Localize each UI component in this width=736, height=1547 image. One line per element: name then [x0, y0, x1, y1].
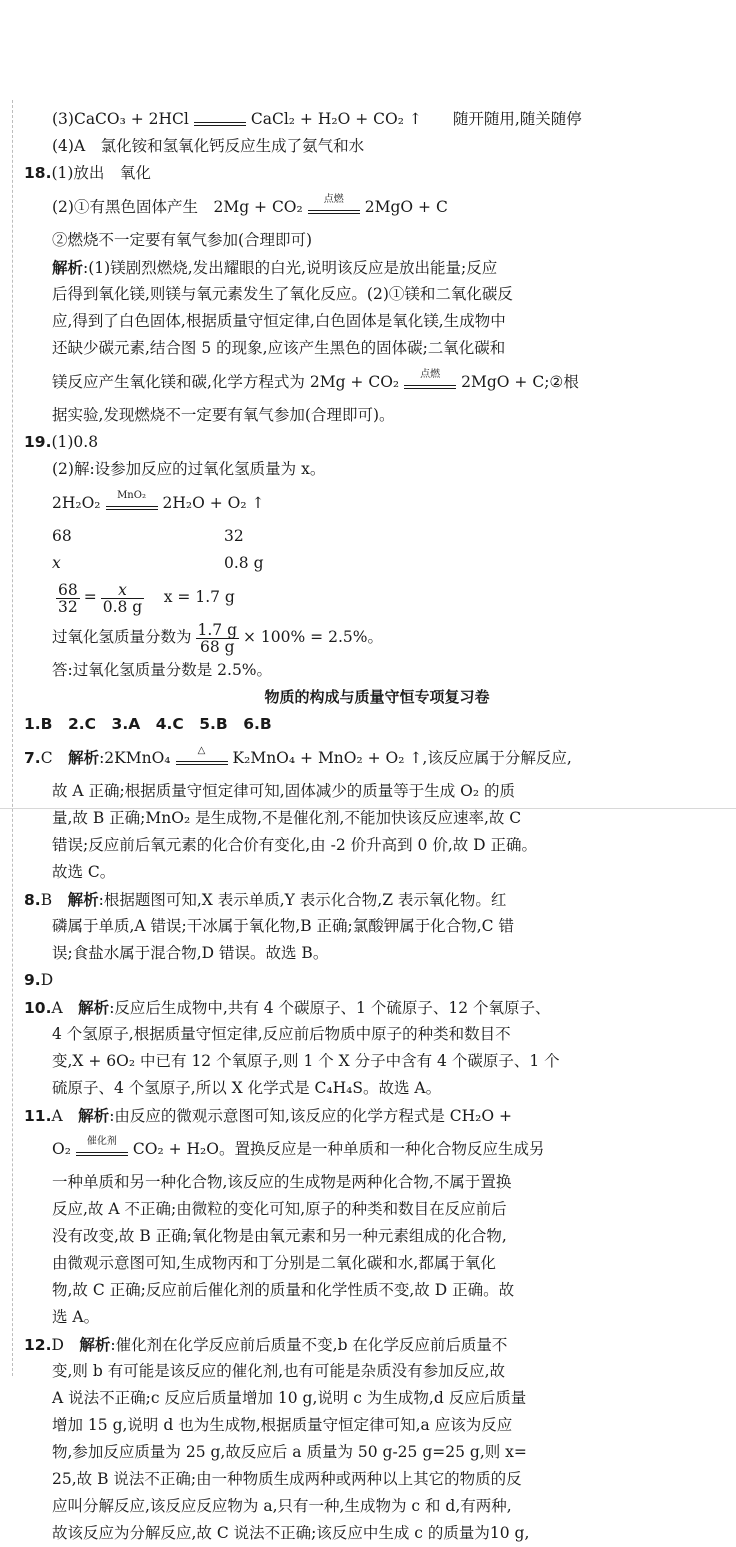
q7-line: 错误;反应前后氧元素的化合价有变化,由 -2 价升高到 0 价,故 D 正确。: [52, 836, 538, 854]
q11-line: 没有改变,故 B 正确;氧化物是由氧元素和另一种元素组成的化合物,: [52, 1227, 507, 1245]
q12-line: 增加 15 g,说明 d 也为生成物,根据质量守恒定律可知,a 应该为反应: [52, 1416, 513, 1434]
q10-line: 变,X + 6O₂ 中已有 12 个氧原子,则 1 个 X 分子中含有 4 个碳原子、1 个: [52, 1052, 560, 1070]
reaction-condition-heat: △: [174, 749, 230, 769]
answer-content: [24, 106, 730, 1547]
q17-part4: (4)A 氯化铵和氢氧化钙反应生成了氨气和水: [52, 137, 365, 155]
q18-part2-2: ②燃烧不一定要有氧气参加(合理即可): [52, 231, 313, 249]
fraction: $\frac{x}{0.8 g}$: [102, 580, 143, 616]
q11-line: 选 A。: [52, 1308, 100, 1326]
q19-part2: (2)解:设参加反应的过氧化氢质量为 x。: [52, 460, 326, 478]
reaction-condition-ignite: 点燃: [306, 198, 362, 218]
q12-line: 故该反应为分解反应,故 C 说法不正确;该反应中生成 c 的质量为10 g,: [52, 1524, 530, 1542]
reaction-equals: [192, 110, 248, 130]
q18-analysis-line: 还缺少碳元素,结合图 5 的现象,应该产生黑色的固体碳;二氧化碳和: [52, 339, 506, 357]
q12-line: A 说法不正确;c 反应后质量增加 10 g,说明 c 为生成物,d 反应后质量: [52, 1389, 527, 1407]
q18-part1: 18.(1)放出 氧化: [24, 164, 151, 182]
section-title: 物质的构成与质量守恒专项复习卷: [264, 688, 490, 706]
q12-line: 物,参加反应质量为 25 g,故反应后 a 质量为 50 g-25 g=25 g,则 x=: [52, 1443, 527, 1461]
q7-line: 7.C 解析:2KMnO₄ △ K₂MnO₄ + MnO₂ + O₂ ↑,该反应属于分解反应,: [24, 745, 572, 767]
fraction: $\frac{1.7 g}{68 g}$: [197, 620, 238, 656]
q11-line: 反应,故 A 不正确;由微粒的变化可知,原子的种类和数目在反应前后: [52, 1200, 507, 1218]
reaction-condition-catalyst: 催化剂: [74, 1140, 130, 1160]
q19-proportion: $\frac{68}{32}$ = $\frac{x}{0.8 g}$ x = 1.7 g: [58, 580, 235, 616]
q19-equation: 2H₂O₂ MnO₂ 2H₂O + O₂ ↑: [52, 490, 265, 512]
q18-analysis-line: 应,得到了白色固体,根据质量守恒定律,白色固体是氧化镁,生成物中: [52, 312, 506, 330]
q18-analysis-line: 镁反应产生氧化镁和碳,化学方程式为 2Mg + CO₂ 点燃 2MgO + C;②根: [52, 369, 579, 391]
q19-mass-row: 68 32: [52, 527, 244, 545]
q19-percentage: 过氧化氢质量分数为 $\frac{1.7 g}{68 g}$ × 100% = 2.5%。: [52, 620, 383, 656]
fraction: $\frac{68}{32}$: [58, 580, 78, 616]
reaction-condition-ignite: 点燃: [402, 373, 458, 393]
q11-line: 一种单质和另一种化合物,该反应的生成物是两种化合物,不属于置换: [52, 1173, 512, 1191]
q18-analysis-line: 据实验,发现燃烧不一定要有氧气参加(合理即可)。: [52, 406, 395, 424]
q8-line: 误;食盐水属于混合物,D 错误。故选 B。: [52, 944, 329, 962]
q11-line: 由微观示意图可知,生成物丙和丁分别是二氧化碳和水,都属于氧化: [52, 1254, 496, 1272]
q7-line: 量,故 B 正确;MnO₂ 是生成物,不是催化剂,不能加快该反应速率,故 C: [52, 809, 522, 827]
q17-part3: (3)CaCO₃ + 2HCl CaCl₂ + H₂O + CO₂ ↑ 随开随用,随关随停: [52, 110, 582, 128]
q18-part2: (2)①有黑色固体产生 2Mg + CO₂ 点燃 2MgO + C: [52, 194, 448, 216]
q18-analysis: 解析:(1)镁剧烈燃烧,发出耀眼的白光,说明该反应是放出能量;反应: [52, 258, 498, 277]
q11-line: 11.A 解析:由反应的微观示意图可知,该反应的化学方程式是 CH₂O +: [24, 1106, 512, 1125]
q8-line: 磷属于单质,A 错误;干冰属于氧化物,B 正确;氯酸钾属于化合物,C 错: [52, 917, 514, 935]
q9-line: 9.D: [24, 971, 54, 989]
q7-line: 故 A 正确;根据质量守恒定律可知,固体减少的质量等于生成 O₂ 的质: [52, 782, 515, 800]
q19-answer: 答:过氧化氢质量分数是 2.5%。: [52, 661, 273, 679]
reaction-condition-mno2: MnO₂: [104, 494, 160, 514]
q11-line: O₂ 催化剂 CO₂ + H₂O。置换反应是一种单质和一种化合物反应生成另: [52, 1136, 545, 1158]
q8-line: 8.B 解析:根据题图可知,X 表示单质,Y 表示化合物,Z 表示氧化物。红: [24, 890, 507, 909]
q19-mass-row: x 0.8 g: [52, 554, 264, 572]
q18-analysis-line: 后得到氧化镁,则镁与氧元素发生了氧化反应。(2)①镁和二氧化碳反: [52, 285, 513, 303]
q19-part1: 19.(1)0.8: [24, 433, 99, 451]
binding-margin-line: [12, 100, 13, 1376]
q10-line: 4 个氢原子,根据质量守恒定律,反应前后物质中原子的种类和数目不: [52, 1025, 511, 1043]
q10-line: 硫原子、4 个氢原子,所以 X 化学式是 C₄H₄S。故选 A。: [52, 1079, 442, 1097]
q7-line: 故选 C。: [52, 863, 116, 881]
q10-line: 10.A 解析:反应后生成物中,共有 4 个碳原子、1 个硫原子、12 个氧原子、: [24, 998, 551, 1017]
q12-line: 应叫分解反应,该反应反应物为 a,只有一种,生成物为 c 和 d,有两种,: [52, 1497, 512, 1515]
q12-line: 25,故 B 说法不正确;由一种物质生成两种或两种以上其它的物质的反: [52, 1470, 522, 1488]
q12-line: 变,则 b 有可能是该反应的催化剂,也有可能是杂质没有参加反应,故: [52, 1362, 506, 1380]
q12-line: 12.D 解析:催化剂在化学反应前后质量不变,b 在化学反应前后质量不: [24, 1335, 508, 1354]
answers-1-6: 1.B 2.C 3.A 4.C 5.B 6.B: [24, 715, 272, 733]
q11-line: 物,故 C 正确;反应前后催化剂的质量和化学性质不变,故 D 正确。故: [52, 1281, 515, 1299]
